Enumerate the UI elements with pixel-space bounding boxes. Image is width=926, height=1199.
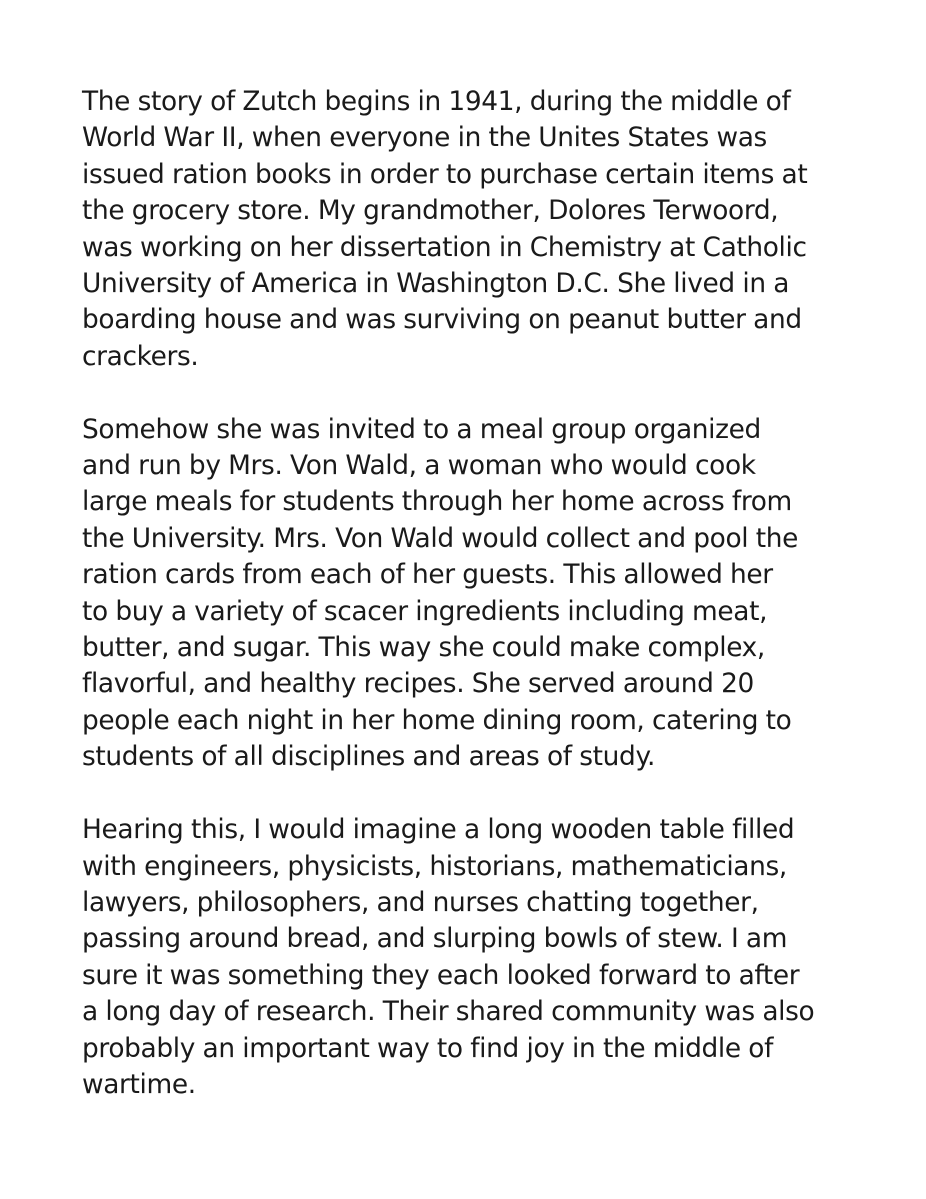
text-line: Somehow she was invited to a meal group organized: [82, 413, 761, 445]
paragraph-2: [82, 412, 852, 776]
text-line: ration cards from each of her guests. This allowed her: [82, 559, 773, 591]
text-line: students of all disciplines and areas of study.: [82, 741, 655, 773]
text-line: was working on her dissertation in Chemistry at Catholic: [82, 231, 807, 263]
text-line: with engineers, physicists, historians, mathematicians,: [82, 850, 787, 882]
text-line: butter, and sugar. This way she could make complex,: [82, 632, 765, 664]
text-line: wartime.: [82, 1068, 196, 1100]
text-line: people each night in her home dining room, catering to: [82, 704, 792, 736]
text-line: large meals for students through her home across from: [82, 486, 792, 518]
text-line: University of America in Washington D.C. She lived in a: [82, 268, 790, 300]
paragraph-1: [82, 84, 852, 375]
text-line: the grocery store. My grandmother, Dolores Terwoord,: [82, 195, 779, 227]
text-line: crackers.: [82, 340, 199, 372]
text-line: flavorful, and healthy recipes. She served around 20: [82, 668, 754, 700]
text-line: The story of Zutch begins in 1941, during the middle of: [82, 86, 791, 117]
text-line: probably an important way to find joy in the middle of: [82, 1032, 774, 1064]
text-line: World War II, when everyone in the Unites States was: [82, 122, 767, 154]
text-line: Hearing this, I would imagine a long wooden table filled: [82, 814, 795, 846]
text-line: the University. Mrs. Von Wald would collect and pool the: [82, 522, 799, 554]
text-line: boarding house and was surviving on peanut butter and: [82, 304, 802, 336]
paragraph-3: [82, 812, 852, 1103]
text-line: passing around bread, and slurping bowls of stew. I am: [82, 923, 788, 955]
text-line: lawyers, philosophers, and nurses chatting together,: [82, 886, 759, 918]
body-text: [82, 84, 852, 1103]
text-line: and run by Mrs. Von Wald, a woman who would cook: [82, 450, 756, 482]
text-line: a long day of research. Their shared community was also: [82, 996, 815, 1028]
text-line: sure it was something they each looked forward to after: [82, 959, 800, 991]
text-line: issued ration books in order to purchase certain items at: [82, 158, 808, 190]
text-line: to buy a variety of scacer ingredients including meat,: [82, 595, 768, 627]
